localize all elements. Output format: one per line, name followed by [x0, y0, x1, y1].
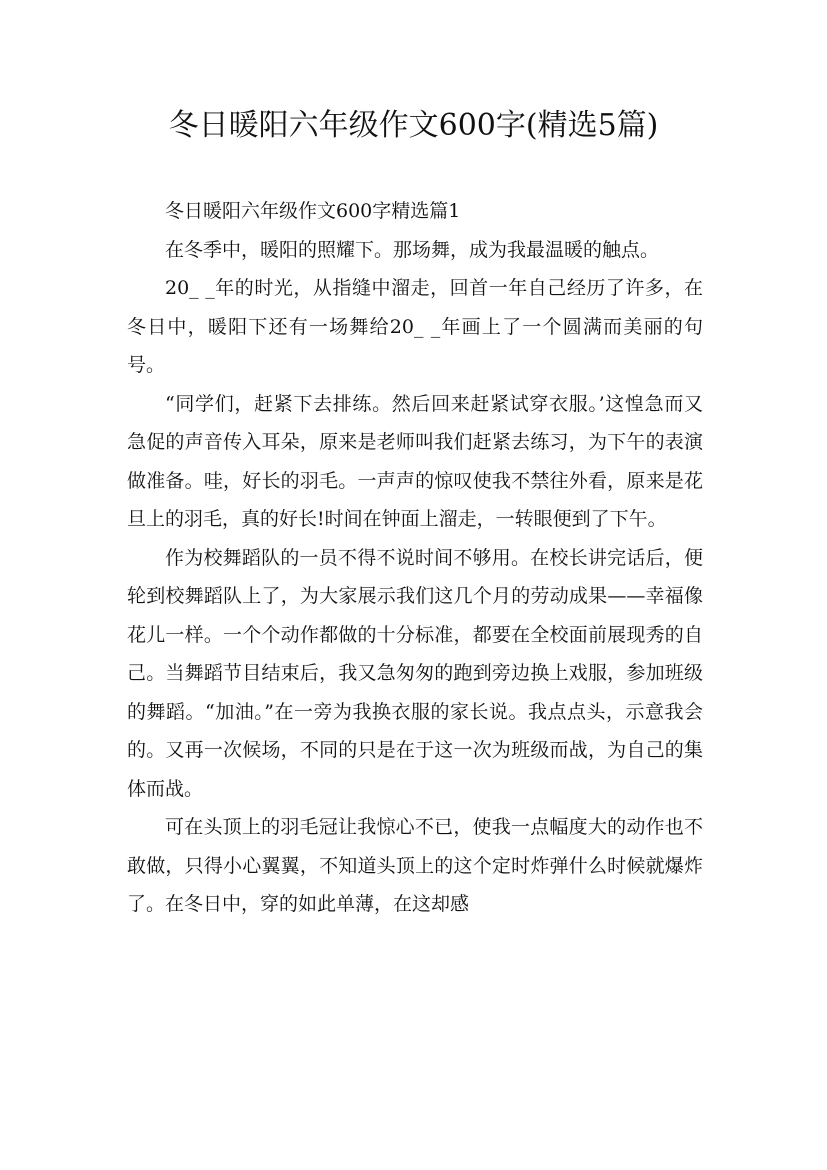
document-body: [127, 192, 703, 924]
section-heading: 冬日暖阳六年级作文600字精选篇1: [165, 200, 461, 222]
paragraph: 可在头顶上的羽毛冠让我惊心不已，使我一点幅度大的动作也不敢做，只得小心翼翼，不知道头顶上的这个定时炸弹什么时候就爆炸了。在冬日中，穿的如此单薄，在这却感: [127, 816, 703, 915]
document-title: 冬日暖阳六年级作文600字(精选5篇): [168, 108, 659, 143]
paragraph: 作为校舞蹈队的一员不得不说时间不够用。在校长讲完话后，便轮到校舞蹈队上了，为大家展示我们这几个月的劳动成果——幸福像花儿一样。一个个动作都做的十分标准，都要在全校面前展现秀的自己。当舞蹈节目结束后，我又急匆匆的跑到旁边换上戏服，参加班级的舞蹈。“加油。”在一旁为我换衣服的家长说。我点点头，示意我会的。又再一次候场，不同的只是在于这一次为班级而战，为自己的集体而战。: [127, 546, 703, 800]
paragraph: “同学们，赶紧下去排练。然后回来赶紧试穿衣服。’这惶急而又急促的声音传入耳朵，原来是老师叫我们赶紧去练习，为下午的表演做准备。哇，好长的羽毛。一声声的惊叹使我不禁往外看，原来是花旦上的羽毛，真的好长!时间在钟面上溜走，一转眼便到了下午。: [127, 392, 703, 530]
paragraph: 在冬季中，暖阳的照耀下。那场舞，成为我最温暖的触点。: [165, 238, 660, 261]
paragraph: 20_ _年的时光，从指缝中溜走，回首一年自己经历了许多，在冬日中，暖阳下还有一场舞给20_ _年画上了一个圆满而美丽的句号。: [127, 277, 703, 376]
